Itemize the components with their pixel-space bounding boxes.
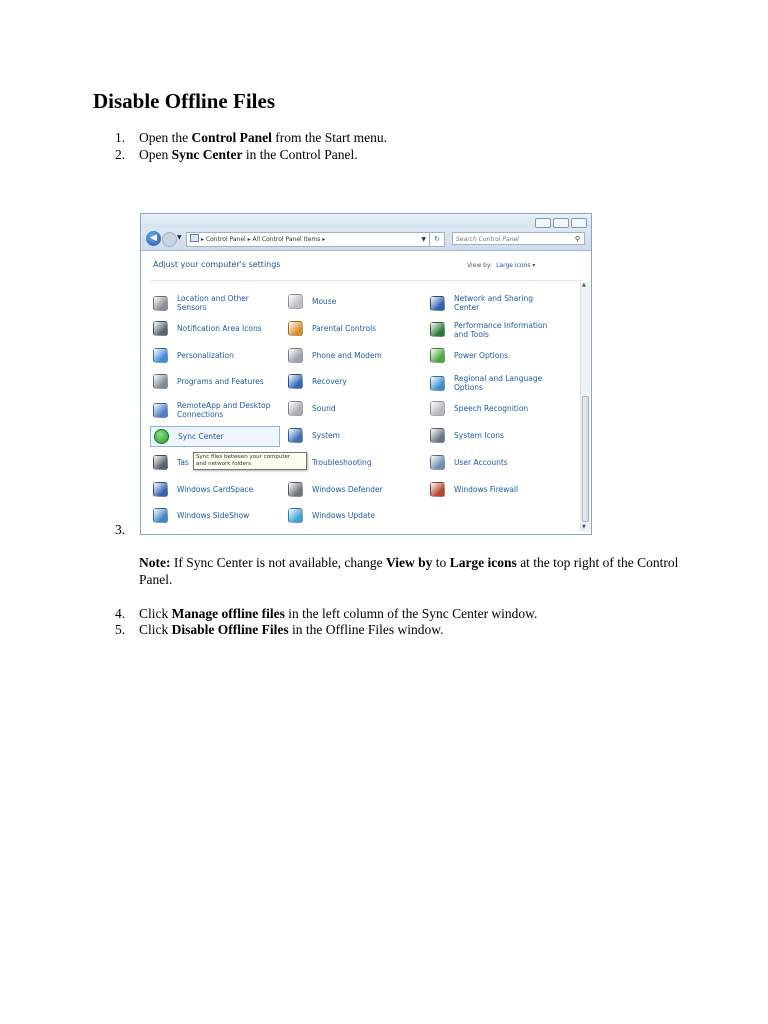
- cp-item[interactable]: [153, 482, 253, 497]
- minimize-button[interactable]: [535, 218, 551, 228]
- cp-item-label-line: Connections: [177, 410, 224, 420]
- cp-item-label: [177, 401, 270, 419]
- cp-item-label-line: Regional and Language: [454, 374, 543, 384]
- cp-item[interactable]: [153, 401, 270, 419]
- step-text: from the Start menu.: [271, 130, 387, 145]
- cp-item-label-line: Personalization: [177, 350, 234, 360]
- note-text: If Sync Center is not available, change: [170, 555, 387, 570]
- cp-item[interactable]: [288, 482, 383, 497]
- cp-item-label: [312, 511, 375, 520]
- close-button[interactable]: [571, 218, 587, 228]
- cp-item-label-line: and Tools: [454, 329, 489, 339]
- maximize-button[interactable]: [553, 218, 569, 228]
- cp-item-label-line: Tas: [177, 457, 189, 467]
- cp-item-label-line: Windows SideShow: [177, 511, 250, 521]
- cp-item[interactable]: [430, 321, 547, 339]
- notification-icon: [153, 321, 168, 336]
- step-emphasis: Control Panel: [191, 130, 272, 145]
- cp-item-label-line: Parental Controls: [312, 323, 377, 333]
- defender-icon: [288, 482, 303, 497]
- cp-item-label: [312, 404, 336, 413]
- step-number: 1.: [115, 130, 126, 145]
- step-text: Click: [139, 622, 172, 637]
- cp-item-label-line: Windows Update: [312, 511, 376, 521]
- step-2: [115, 146, 358, 163]
- sound-icon: [288, 401, 303, 416]
- cp-item-label: [177, 485, 253, 494]
- scroll-down-icon[interactable]: ▼: [582, 524, 586, 530]
- note-label: Note:: [139, 555, 171, 570]
- cp-item[interactable]: [430, 348, 508, 363]
- recovery-icon: [288, 374, 303, 389]
- cp-item[interactable]: [150, 426, 280, 447]
- cp-item[interactable]: [288, 348, 382, 363]
- note-emphasis: View by: [386, 555, 433, 570]
- note-text: to: [432, 555, 450, 570]
- view-by[interactable]: [467, 262, 535, 269]
- cp-item-label: [312, 458, 372, 467]
- cp-item-label-line: Center: [454, 303, 480, 312]
- document-title: Disable Offline Files: [93, 89, 275, 113]
- globe-icon: [430, 376, 445, 391]
- step-text: Open: [139, 147, 172, 162]
- system-icons-icon: [430, 428, 445, 443]
- step-text: in the Offline Files window.: [288, 622, 444, 637]
- location-sensors-icon: [153, 296, 168, 311]
- firewall-icon: [430, 482, 445, 497]
- cp-item[interactable]: [288, 294, 336, 309]
- step-text: in the left column of the Sync Center window.: [284, 606, 538, 621]
- cp-item-label-line: Mouse: [312, 297, 337, 306]
- back-arrow-icon[interactable]: ◀: [146, 231, 161, 246]
- cp-item-label: [177, 351, 234, 360]
- cp-item[interactable]: [430, 401, 528, 416]
- cp-item-label: [312, 431, 340, 440]
- cp-item[interactable]: [153, 294, 249, 312]
- address-dropdown-icon[interactable]: ▼: [421, 236, 426, 243]
- cp-item[interactable]: [153, 455, 189, 470]
- cp-item-label-line: Sound: [312, 404, 336, 414]
- cp-item-label-line: Notification Area Icons: [177, 323, 262, 333]
- cp-item[interactable]: [153, 374, 264, 389]
- step-5: [115, 621, 444, 638]
- cp-item-label-line: System: [312, 431, 340, 440]
- step-text: Click: [139, 606, 172, 621]
- search-input[interactable]: [452, 232, 585, 245]
- search-placeholder: Search Control Panel: [456, 236, 519, 243]
- chevron-down-icon[interactable]: ▾: [532, 262, 536, 269]
- cp-item[interactable]: [153, 348, 234, 363]
- search-icon[interactable]: ⚲: [574, 235, 580, 243]
- page-heading: Adjust your computer's settings: [153, 260, 281, 269]
- cp-item-label-line: User Accounts: [454, 457, 508, 467]
- step-3: [115, 521, 139, 538]
- taskbar-icon: [153, 455, 168, 470]
- sideshow-icon: [153, 508, 168, 523]
- cp-item-label: [177, 324, 262, 333]
- control-panel-icon: [190, 234, 199, 242]
- cp-item-label-line: Windows CardSpace: [177, 484, 254, 494]
- cp-item[interactable]: [288, 374, 347, 389]
- microphone-icon: [430, 401, 445, 416]
- mouse-icon: [288, 294, 303, 309]
- personalization-icon: [153, 348, 168, 363]
- cp-item-label-line: Recovery: [312, 377, 347, 387]
- breadcrumb-control-panel[interactable]: Control Panel: [205, 236, 246, 243]
- vertical-scrollbar[interactable]: [580, 282, 590, 532]
- cp-item-label: [454, 321, 547, 339]
- sync-icon: [154, 429, 169, 444]
- step-1: [115, 129, 387, 146]
- user-accounts-icon: [430, 455, 445, 470]
- cp-item-label-line: Phone and Modem: [312, 350, 382, 360]
- cp-item-label: [454, 404, 528, 413]
- cp-item-label-line: Sensors: [177, 303, 207, 312]
- programs-icon: [153, 374, 168, 389]
- note-text: at the top right of the Control Panel.: [139, 555, 679, 587]
- cp-item-label-line: Location and Other: [177, 294, 249, 303]
- cp-item-label: [312, 485, 383, 494]
- cp-item-label: [454, 458, 508, 467]
- window-titlebar: [141, 214, 591, 228]
- remoteapp-icon: [153, 403, 168, 418]
- step-text: in the Control Panel.: [242, 147, 358, 162]
- cp-item-label: [177, 511, 249, 520]
- cp-item[interactable]: [430, 294, 533, 312]
- cp-item-label: [454, 351, 508, 360]
- phone-modem-icon: [288, 348, 303, 363]
- step-emphasis: Manage offline files: [171, 606, 285, 621]
- cp-item[interactable]: [288, 401, 336, 416]
- cp-item-label-line: Options: [454, 383, 483, 393]
- cp-item-label: [177, 458, 189, 467]
- step-text: Open the: [139, 130, 192, 145]
- cp-item-label-line: System Icons: [454, 431, 504, 440]
- network-icon: [430, 296, 445, 311]
- scroll-up-icon[interactable]: ▲: [582, 282, 586, 288]
- cp-item-label-line: Performance Information: [454, 320, 548, 330]
- cp-item[interactable]: [153, 321, 262, 336]
- control-panel-screenshot: [140, 213, 592, 535]
- view-by-label: View by:: [467, 262, 493, 269]
- cp-item-label: [312, 324, 376, 333]
- tooltip-line: and network folders: [196, 461, 252, 467]
- cp-item-label-line: Windows Defender: [312, 484, 383, 494]
- cp-item-label: [312, 297, 336, 306]
- step-emphasis: Disable Offline Files: [171, 622, 289, 637]
- cp-item[interactable]: [153, 508, 249, 523]
- cp-item-label: [177, 377, 264, 386]
- history-dropdown-icon[interactable]: ▼: [177, 234, 182, 241]
- cp-item[interactable]: [430, 374, 542, 392]
- cp-item-label-line: Power Options: [454, 350, 508, 360]
- cp-item-label: [454, 294, 533, 312]
- step-number: 4.: [115, 606, 126, 621]
- system-icon: [288, 428, 303, 443]
- cp-item-label-line: Sync Center: [178, 432, 224, 441]
- breadcrumb-all-items[interactable]: All Control Panel Items: [252, 236, 321, 243]
- cp-item-label: [178, 432, 224, 441]
- view-by-value[interactable]: Large icons: [496, 262, 531, 269]
- cp-item-label-line: Troubleshooting: [312, 457, 372, 467]
- refresh-icon[interactable]: ↻: [429, 232, 445, 247]
- cp-item-label-line: Programs and Features: [177, 377, 264, 387]
- cp-item-label: [312, 351, 382, 360]
- navigation-bar: [141, 228, 591, 251]
- note-emphasis: Large icons: [449, 555, 517, 570]
- cp-item-label: [454, 485, 518, 494]
- cp-item[interactable]: [288, 508, 375, 523]
- cp-item-label-line: Network and Sharing: [454, 294, 533, 303]
- performance-icon: [430, 322, 445, 337]
- cardspace-icon: [153, 482, 168, 497]
- step-4: [115, 605, 537, 622]
- address-bar[interactable]: ▸ Control Panel ▸ All Control Panel Items ▸ ▼: [186, 232, 430, 247]
- windows-update-icon: [288, 508, 303, 523]
- cp-item-label: [454, 374, 542, 392]
- parental-controls-icon: [288, 321, 303, 336]
- cp-item[interactable]: [430, 455, 508, 470]
- note-paragraph: [139, 554, 679, 588]
- step-number: 2.: [115, 147, 126, 162]
- divider: [151, 280, 583, 281]
- power-options-icon: [430, 348, 445, 363]
- cp-item-label: [177, 294, 249, 312]
- step-emphasis: Sync Center: [171, 147, 243, 162]
- cp-item[interactable]: [288, 428, 340, 443]
- sync-center-tooltip: [193, 452, 307, 470]
- step-number: 3.: [115, 522, 126, 537]
- cp-item-label-line: Windows Firewall: [454, 484, 519, 494]
- cp-item[interactable]: [288, 321, 376, 336]
- cp-item[interactable]: [430, 482, 518, 497]
- scroll-thumb[interactable]: [582, 396, 589, 522]
- step-number: 5.: [115, 622, 126, 637]
- forward-arrow-icon[interactable]: [162, 232, 177, 247]
- cp-item-label: [312, 377, 347, 386]
- cp-item-label-line: Speech Recognition: [454, 404, 529, 414]
- cp-item-label-line: RemoteApp and Desktop: [177, 401, 271, 411]
- cp-item[interactable]: [430, 428, 504, 443]
- tooltip-line: Sync files between your computer: [196, 454, 291, 460]
- cp-item-label: [454, 431, 504, 440]
